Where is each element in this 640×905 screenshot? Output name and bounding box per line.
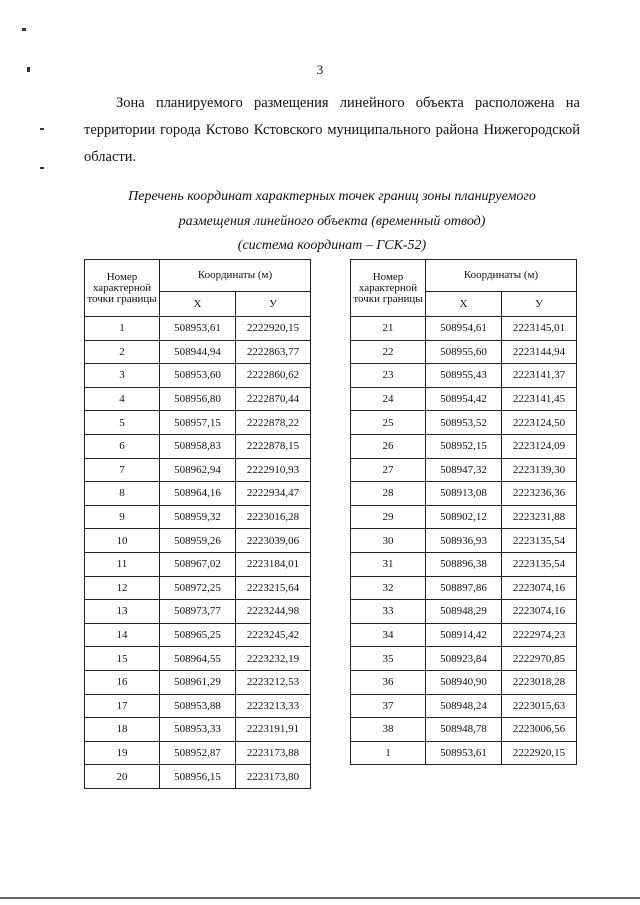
scan-edge-line	[0, 897, 640, 899]
x-coordinate-cell: 508972,25	[160, 576, 236, 600]
table-row	[351, 694, 577, 718]
y-coordinate-cell: 2223191,91	[236, 718, 311, 742]
point-number-cell: 16	[85, 670, 160, 694]
y-coordinate-cell: 2223124,50	[502, 411, 577, 435]
table-row	[351, 317, 577, 341]
header-coordinates: Координаты (м)	[426, 260, 577, 292]
x-coordinate-cell: 508964,16	[160, 482, 236, 506]
y-coordinate-cell: 2223145,01	[502, 317, 577, 341]
y-coordinate-cell: 2223139,30	[502, 458, 577, 482]
table-row	[351, 387, 577, 411]
point-number-cell: 31	[351, 552, 426, 576]
y-coordinate-cell: 2223135,54	[502, 529, 577, 553]
point-number-cell: 19	[85, 741, 160, 765]
x-coordinate-cell: 508940,90	[426, 670, 502, 694]
point-number-cell: 28	[351, 482, 426, 506]
x-coordinate-cell: 508956,80	[160, 387, 236, 411]
table-row	[351, 529, 577, 553]
table-row	[85, 576, 311, 600]
x-coordinate-cell: 508936,93	[426, 529, 502, 553]
point-number-cell: 5	[85, 411, 160, 435]
point-number-cell: 33	[351, 600, 426, 624]
point-number-cell: 26	[351, 434, 426, 458]
table-row	[85, 434, 311, 458]
x-coordinate-cell: 508957,15	[160, 411, 236, 435]
x-coordinate-cell: 508953,60	[160, 364, 236, 388]
x-coordinate-cell: 508902,12	[426, 505, 502, 529]
x-coordinate-cell: 508973,77	[160, 600, 236, 624]
y-coordinate-cell: 2223236,36	[502, 482, 577, 506]
y-coordinate-cell: 2223141,37	[502, 364, 577, 388]
x-coordinate-cell: 508959,26	[160, 529, 236, 553]
caption-line-2: размещения линейного объекта (временный отвод)	[178, 214, 486, 229]
x-coordinate-cell: 508953,88	[160, 694, 236, 718]
scan-mark	[40, 167, 44, 169]
x-coordinate-cell: 508965,25	[160, 623, 236, 647]
y-coordinate-cell: 2222920,15	[236, 317, 311, 341]
x-coordinate-cell: 508948,29	[426, 600, 502, 624]
y-coordinate-cell: 2223039,06	[236, 529, 311, 553]
table-row	[351, 364, 577, 388]
table-row	[85, 670, 311, 694]
header-x: X	[426, 292, 502, 317]
coordinates-table-right	[350, 259, 577, 765]
point-number-cell: 9	[85, 505, 160, 529]
x-coordinate-cell: 508896,38	[426, 552, 502, 576]
table-row	[85, 411, 311, 435]
table-row	[85, 387, 311, 411]
table-row	[85, 741, 311, 765]
header-x: X	[160, 292, 236, 317]
point-number-cell: 24	[351, 387, 426, 411]
point-number-cell: 11	[85, 552, 160, 576]
point-number-cell: 8	[85, 482, 160, 506]
point-number-cell: 38	[351, 718, 426, 742]
x-coordinate-cell: 508958,83	[160, 434, 236, 458]
table-row	[85, 317, 311, 341]
x-coordinate-cell: 508944,94	[160, 340, 236, 364]
x-coordinate-cell: 508954,42	[426, 387, 502, 411]
x-coordinate-cell: 508955,43	[426, 364, 502, 388]
table-row	[85, 340, 311, 364]
y-coordinate-cell: 2223244,98	[236, 600, 311, 624]
table-body	[85, 317, 311, 789]
table-body	[351, 317, 577, 765]
table-row	[351, 411, 577, 435]
x-coordinate-cell: 508953,52	[426, 411, 502, 435]
header-point: Номер характерной точки границы	[85, 260, 160, 317]
table-row	[85, 647, 311, 671]
point-number-cell: 4	[85, 387, 160, 411]
y-coordinate-cell: 2223016,28	[236, 505, 311, 529]
caption-line-1: Перечень координат характерных точек границ зоны планируемого	[128, 189, 536, 204]
point-number-cell: 7	[85, 458, 160, 482]
x-coordinate-cell: 508953,61	[160, 317, 236, 341]
point-number-cell: 23	[351, 364, 426, 388]
table-row	[85, 458, 311, 482]
y-coordinate-cell: 2223212,53	[236, 670, 311, 694]
point-number-cell: 15	[85, 647, 160, 671]
point-number-cell: 22	[351, 340, 426, 364]
page-number: 3	[316, 62, 324, 77]
point-number-cell: 6	[85, 434, 160, 458]
point-number-cell: 10	[85, 529, 160, 553]
y-coordinate-cell: 2223015,63	[502, 694, 577, 718]
y-coordinate-cell: 2223173,88	[236, 741, 311, 765]
x-coordinate-cell: 508962,94	[160, 458, 236, 482]
point-number-cell: 34	[351, 623, 426, 647]
y-coordinate-cell: 2223232,19	[236, 647, 311, 671]
x-coordinate-cell: 508947,32	[426, 458, 502, 482]
y-coordinate-cell: 2223231,88	[502, 505, 577, 529]
y-coordinate-cell: 2223141,45	[502, 387, 577, 411]
header-coordinates: Координаты (м)	[160, 260, 311, 292]
table-row	[85, 364, 311, 388]
x-coordinate-cell: 508948,78	[426, 718, 502, 742]
y-coordinate-cell: 2222974,23	[502, 623, 577, 647]
y-coordinate-cell: 2222878,15	[236, 434, 311, 458]
point-number-cell: 3	[85, 364, 160, 388]
header-y: У	[502, 292, 577, 317]
y-coordinate-cell: 2222878,22	[236, 411, 311, 435]
point-number-cell: 1	[85, 317, 160, 341]
y-coordinate-cell: 2222920,15	[502, 741, 577, 765]
point-number-cell: 12	[85, 576, 160, 600]
x-coordinate-cell: 508952,87	[160, 741, 236, 765]
y-coordinate-cell: 2223135,54	[502, 552, 577, 576]
x-coordinate-cell: 508953,33	[160, 718, 236, 742]
y-coordinate-cell: 2223074,16	[502, 600, 577, 624]
header-point: Номер характерной точки границы	[351, 260, 426, 317]
point-number-cell: 36	[351, 670, 426, 694]
point-number-cell: 18	[85, 718, 160, 742]
x-coordinate-cell: 508952,15	[426, 434, 502, 458]
point-number-cell: 1	[351, 741, 426, 765]
table-row	[85, 482, 311, 506]
y-coordinate-cell: 2222910,93	[236, 458, 311, 482]
table-row	[85, 623, 311, 647]
scan-mark	[22, 28, 26, 31]
table-row	[85, 529, 311, 553]
x-coordinate-cell: 508967,02	[160, 552, 236, 576]
table-row	[351, 340, 577, 364]
table-row	[351, 482, 577, 506]
x-coordinate-cell: 508955,60	[426, 340, 502, 364]
coordinates-table-left	[84, 259, 311, 789]
table-row	[85, 552, 311, 576]
table-row	[85, 694, 311, 718]
table-row	[351, 458, 577, 482]
body-paragraph: Зона планируемого размещения линейного объекта расположена на территории города Кстово Кстовского муниципального района Нижегородской области.	[84, 95, 580, 165]
y-coordinate-cell: 2223173,80	[236, 765, 311, 789]
header-y: У	[236, 292, 311, 317]
table-row	[351, 670, 577, 694]
x-coordinate-cell: 508964,55	[160, 647, 236, 671]
table-row	[85, 600, 311, 624]
x-coordinate-cell: 508956,15	[160, 765, 236, 789]
point-number-cell: 35	[351, 647, 426, 671]
y-coordinate-cell: 2222870,44	[236, 387, 311, 411]
table-row	[85, 765, 311, 789]
x-coordinate-cell: 508961,29	[160, 670, 236, 694]
point-number-cell: 29	[351, 505, 426, 529]
point-number-cell: 13	[85, 600, 160, 624]
point-number-cell: 30	[351, 529, 426, 553]
y-coordinate-cell: 2223245,42	[236, 623, 311, 647]
x-coordinate-cell: 508948,24	[426, 694, 502, 718]
x-coordinate-cell: 508913,08	[426, 482, 502, 506]
table-row	[85, 718, 311, 742]
point-number-cell: 32	[351, 576, 426, 600]
y-coordinate-cell: 2222934,47	[236, 482, 311, 506]
point-number-cell: 27	[351, 458, 426, 482]
y-coordinate-cell: 2223213,33	[236, 694, 311, 718]
table-row	[351, 600, 577, 624]
table-row	[351, 718, 577, 742]
y-coordinate-cell: 2223124,09	[502, 434, 577, 458]
table-row	[351, 505, 577, 529]
y-coordinate-cell: 2223184,01	[236, 552, 311, 576]
x-coordinate-cell: 508897,86	[426, 576, 502, 600]
y-coordinate-cell: 2223074,16	[502, 576, 577, 600]
x-coordinate-cell: 508923,84	[426, 647, 502, 671]
table-row	[351, 647, 577, 671]
point-number-cell: 2	[85, 340, 160, 364]
table-row	[351, 623, 577, 647]
table-row	[351, 552, 577, 576]
point-number-cell: 17	[85, 694, 160, 718]
table-row	[351, 741, 577, 765]
x-coordinate-cell: 508954,61	[426, 317, 502, 341]
y-coordinate-cell: 2223215,64	[236, 576, 311, 600]
point-number-cell: 25	[351, 411, 426, 435]
y-coordinate-cell: 2223018,28	[502, 670, 577, 694]
point-number-cell: 14	[85, 623, 160, 647]
scan-mark	[40, 128, 44, 130]
y-coordinate-cell: 2223006,56	[502, 718, 577, 742]
table-row	[351, 576, 577, 600]
y-coordinate-cell: 2222863,77	[236, 340, 311, 364]
x-coordinate-cell: 508953,61	[426, 741, 502, 765]
point-number-cell: 37	[351, 694, 426, 718]
caption-line-3: (система координат – ГСК-52)	[237, 238, 427, 253]
x-coordinate-cell: 508914,42	[426, 623, 502, 647]
y-coordinate-cell: 2223144,94	[502, 340, 577, 364]
y-coordinate-cell: 2222970,85	[502, 647, 577, 671]
table-row	[85, 505, 311, 529]
y-coordinate-cell: 2222860,62	[236, 364, 311, 388]
x-coordinate-cell: 508959,32	[160, 505, 236, 529]
point-number-cell: 20	[85, 765, 160, 789]
table-row	[351, 434, 577, 458]
point-number-cell: 21	[351, 317, 426, 341]
